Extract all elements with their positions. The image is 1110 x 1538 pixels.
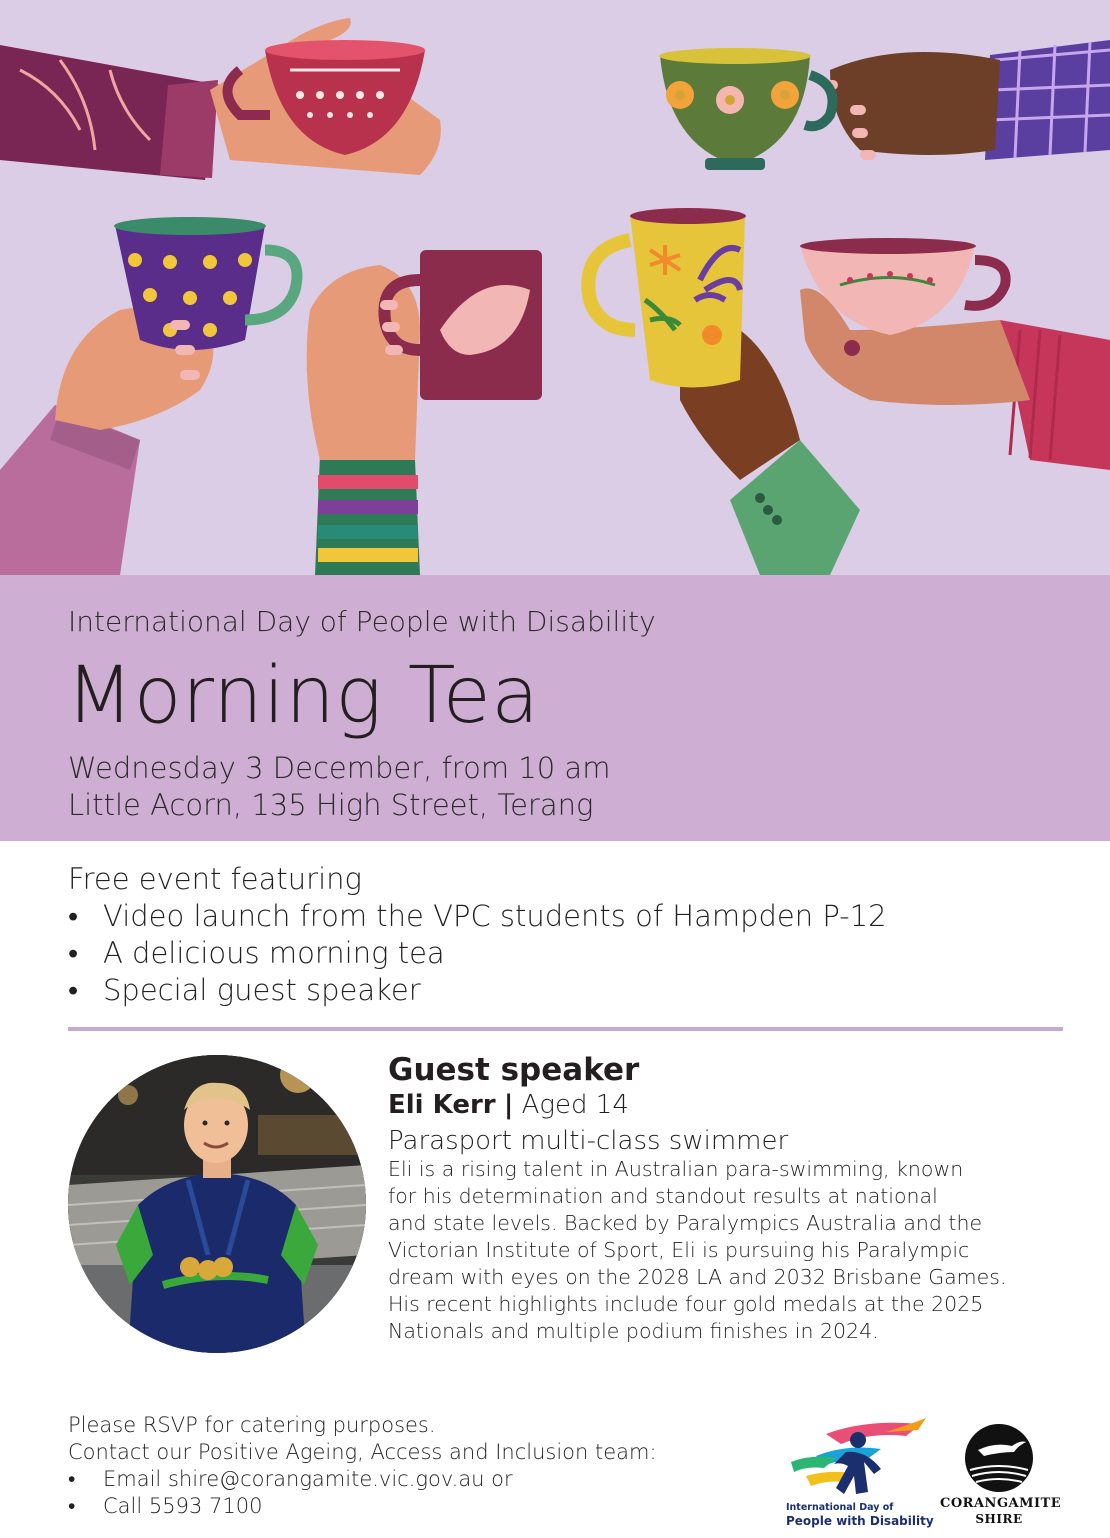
bio-line: Victorian Institute of Sport, Eli is pursuing his Paralympic <box>388 1238 970 1262</box>
hero-illustration <box>0 0 1110 575</box>
hand-purple-cup <box>0 217 297 575</box>
shire-name-line1: CORANGAMITE <box>940 1496 1062 1511</box>
speaker-heading: Guest speaker <box>388 1052 640 1088</box>
rsvp-line: Please RSVP for catering purposes. <box>68 1413 436 1437</box>
list-item <box>68 936 887 973</box>
event-header-band <box>0 575 1110 841</box>
phone-contact[interactable]: Call 5593 7100 <box>103 1494 263 1518</box>
hand-maroon-mug <box>307 250 542 575</box>
section-divider <box>68 1027 1063 1031</box>
list-item <box>68 899 887 936</box>
bullet: • <box>68 1494 76 1518</box>
bullet: • <box>68 1467 76 1491</box>
features-section <box>68 862 887 1010</box>
event-location: Little Acorn, 135 High Street, Terang <box>68 788 594 822</box>
bio-line: for his determination and standout results at national <box>388 1184 938 1208</box>
contact-line: Contact our Positive Ageing, Access and Inclusion team: <box>68 1440 657 1464</box>
event-subtitle: International Day of People with Disability <box>68 605 656 638</box>
idpwd-line1: International Day of <box>786 1502 894 1513</box>
list-item <box>68 973 887 1010</box>
speaker-name-line <box>388 1090 1068 1120</box>
shire-crest-icon <box>940 1422 1058 1494</box>
feature-text: A delicious morning tea <box>103 936 445 970</box>
speaker-age: Aged 14 <box>521 1090 629 1120</box>
bullet: • <box>68 973 79 1007</box>
swimmer-portrait <box>68 1055 366 1353</box>
name-separator: | <box>503 1090 514 1120</box>
features-lead: Free event featuring <box>68 862 362 896</box>
feature-text: Special guest speaker <box>103 973 421 1007</box>
speaker-role: Parasport multi-class swimmer <box>388 1126 789 1156</box>
features-list <box>68 899 887 1010</box>
speaker-name: Eli Kerr <box>388 1090 496 1120</box>
list-item <box>68 1466 657 1493</box>
bullet: • <box>68 936 79 970</box>
event-title: Morning Tea <box>66 651 540 741</box>
guest-speaker-section <box>388 1052 1068 1345</box>
hand-green-teacup <box>659 40 1110 170</box>
idpwd-line2: People with Disability <box>786 1514 934 1528</box>
speaker-bio <box>388 1156 1068 1345</box>
shire-name-line2: SHIRE <box>975 1512 1023 1526</box>
hand-red-teacup <box>0 18 441 180</box>
bullet: • <box>68 899 79 933</box>
idpwd-figure-icon <box>786 1414 932 1502</box>
idpwd-logo <box>786 1414 932 1532</box>
rsvp-section <box>68 1412 657 1520</box>
bio-line: dream with eyes on the 2028 LA and 2032 Brisbane Games. <box>388 1265 1007 1289</box>
email-contact[interactable]: Email shire@corangamite.vic.gov.au or <box>103 1467 513 1491</box>
event-date-time: Wednesday 3 December, from 10 am <box>68 751 611 785</box>
corangamite-shire-logo <box>940 1422 1062 1532</box>
bio-line: and state levels. Backed by Paralympics Australia and the <box>388 1211 983 1235</box>
list-item <box>68 1493 657 1520</box>
bio-line: Nationals and multiple podium finishes in 2024. <box>388 1319 879 1343</box>
bio-line: His recent highlights include four gold medals at the 2025 <box>388 1292 984 1316</box>
feature-text: Video launch from the VPC students of Hampden P-12 <box>103 899 887 933</box>
hand-pink-teacup <box>800 238 1110 470</box>
bio-line: Eli is a rising talent in Australian para-swimming, known <box>388 1157 964 1181</box>
teacups-illustration <box>0 0 1110 575</box>
speaker-photo <box>68 1055 366 1353</box>
